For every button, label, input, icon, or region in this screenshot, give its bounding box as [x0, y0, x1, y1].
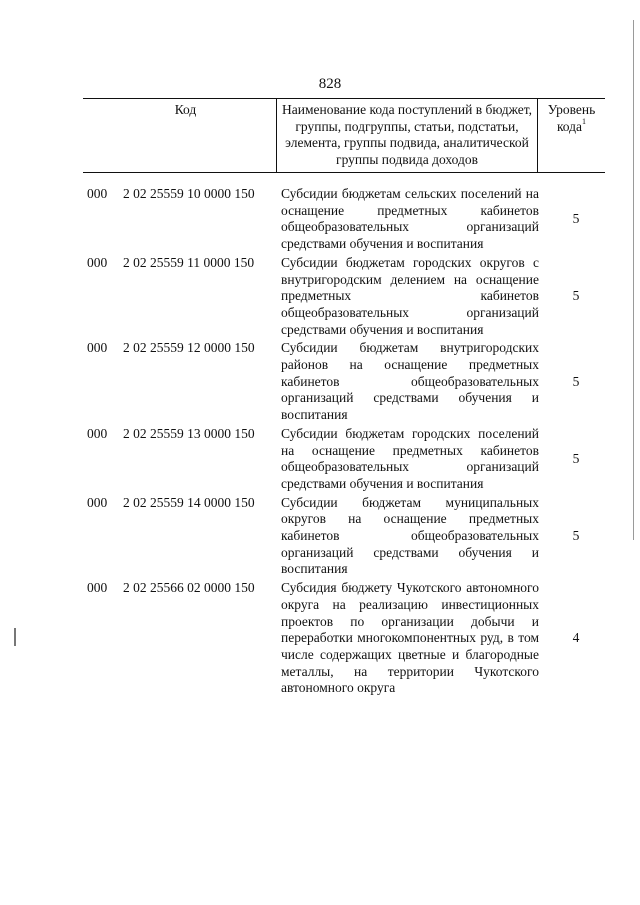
row-description: Субсидии бюджетам городских поселений на оснащение предметных кабинетов общеобразовательных организаций средствами обучения и воспитания	[281, 425, 539, 491]
header-name: Наименование кода поступлений в бюджет, группы, подгруппы, статьи, подстатьи, элемента, группы подвида, аналитической группы подвида доходов	[276, 99, 538, 172]
row-description: Субсидии бюджетам муниципальных округов на оснащение предметных кабинетов общеобразовательных организаций средствами обучения и воспитания	[281, 494, 539, 577]
table-row	[83, 495, 605, 579]
scan-mark	[14, 628, 16, 646]
row-code: 2 02 25559 14 0000 150	[123, 494, 255, 510]
row-prefix: 000	[87, 186, 108, 201]
row-code: 2 02 25559 11 0000 150	[123, 254, 255, 270]
row-code: 2 02 25559 13 0000 150	[123, 425, 255, 441]
table-header	[83, 98, 605, 173]
table-row	[83, 255, 605, 339]
row-prefix: 000	[87, 340, 108, 356]
row-prefix: 000	[87, 425, 108, 441]
page-number: 828	[318, 76, 342, 92]
row-level: 5	[572, 211, 580, 227]
row-description: Субсидия бюджету Чукотского автономного округа на реализацию инвестиционных проектов по организации добычи и переработки многокомпонентных руд, в том числе содержащих цветные и благородные металлы, на территории Чукотского автономного округа	[281, 580, 539, 696]
row-level: 5	[572, 288, 580, 304]
row-level: 5	[572, 373, 580, 389]
scan-edge-line	[633, 20, 634, 540]
table-row	[83, 580, 605, 697]
row-code: 2 02 25566 02 0000 150	[123, 580, 255, 596]
table-row	[83, 340, 605, 424]
row-description: Субсидии бюджетам сельских поселений на оснащение предметных кабинетов общеобразовательных организаций средствами обучения и воспитания	[281, 186, 539, 252]
row-code: 2 02 25559 12 0000 150	[123, 340, 255, 356]
table-row	[83, 426, 605, 493]
header-level	[538, 99, 605, 172]
row-level: 5	[572, 528, 580, 544]
header-code: Код	[174, 102, 197, 117]
row-prefix: 000	[87, 580, 108, 596]
row-prefix: 000	[87, 494, 108, 510]
row-level: 5	[572, 450, 580, 466]
header-level-label: Уровень кода	[547, 102, 596, 134]
row-description: Субсидии бюджетам внутригородских районов на оснащение предметных кабинетов общеобразовательных организаций средствами обучения и воспитания	[281, 340, 539, 423]
row-code: 2 02 25559 10 0000 150	[123, 186, 255, 201]
table-body	[83, 186, 605, 699]
row-description: Субсидии бюджетам городских округов с внутригородским делением на оснащение предметных кабинетов общеобразовательных организаций средствами обучения и воспитания	[281, 254, 539, 337]
table-row	[83, 186, 605, 253]
header-level-footnote: 1	[582, 116, 587, 126]
row-level: 4	[572, 630, 580, 646]
row-prefix: 000	[87, 254, 108, 270]
